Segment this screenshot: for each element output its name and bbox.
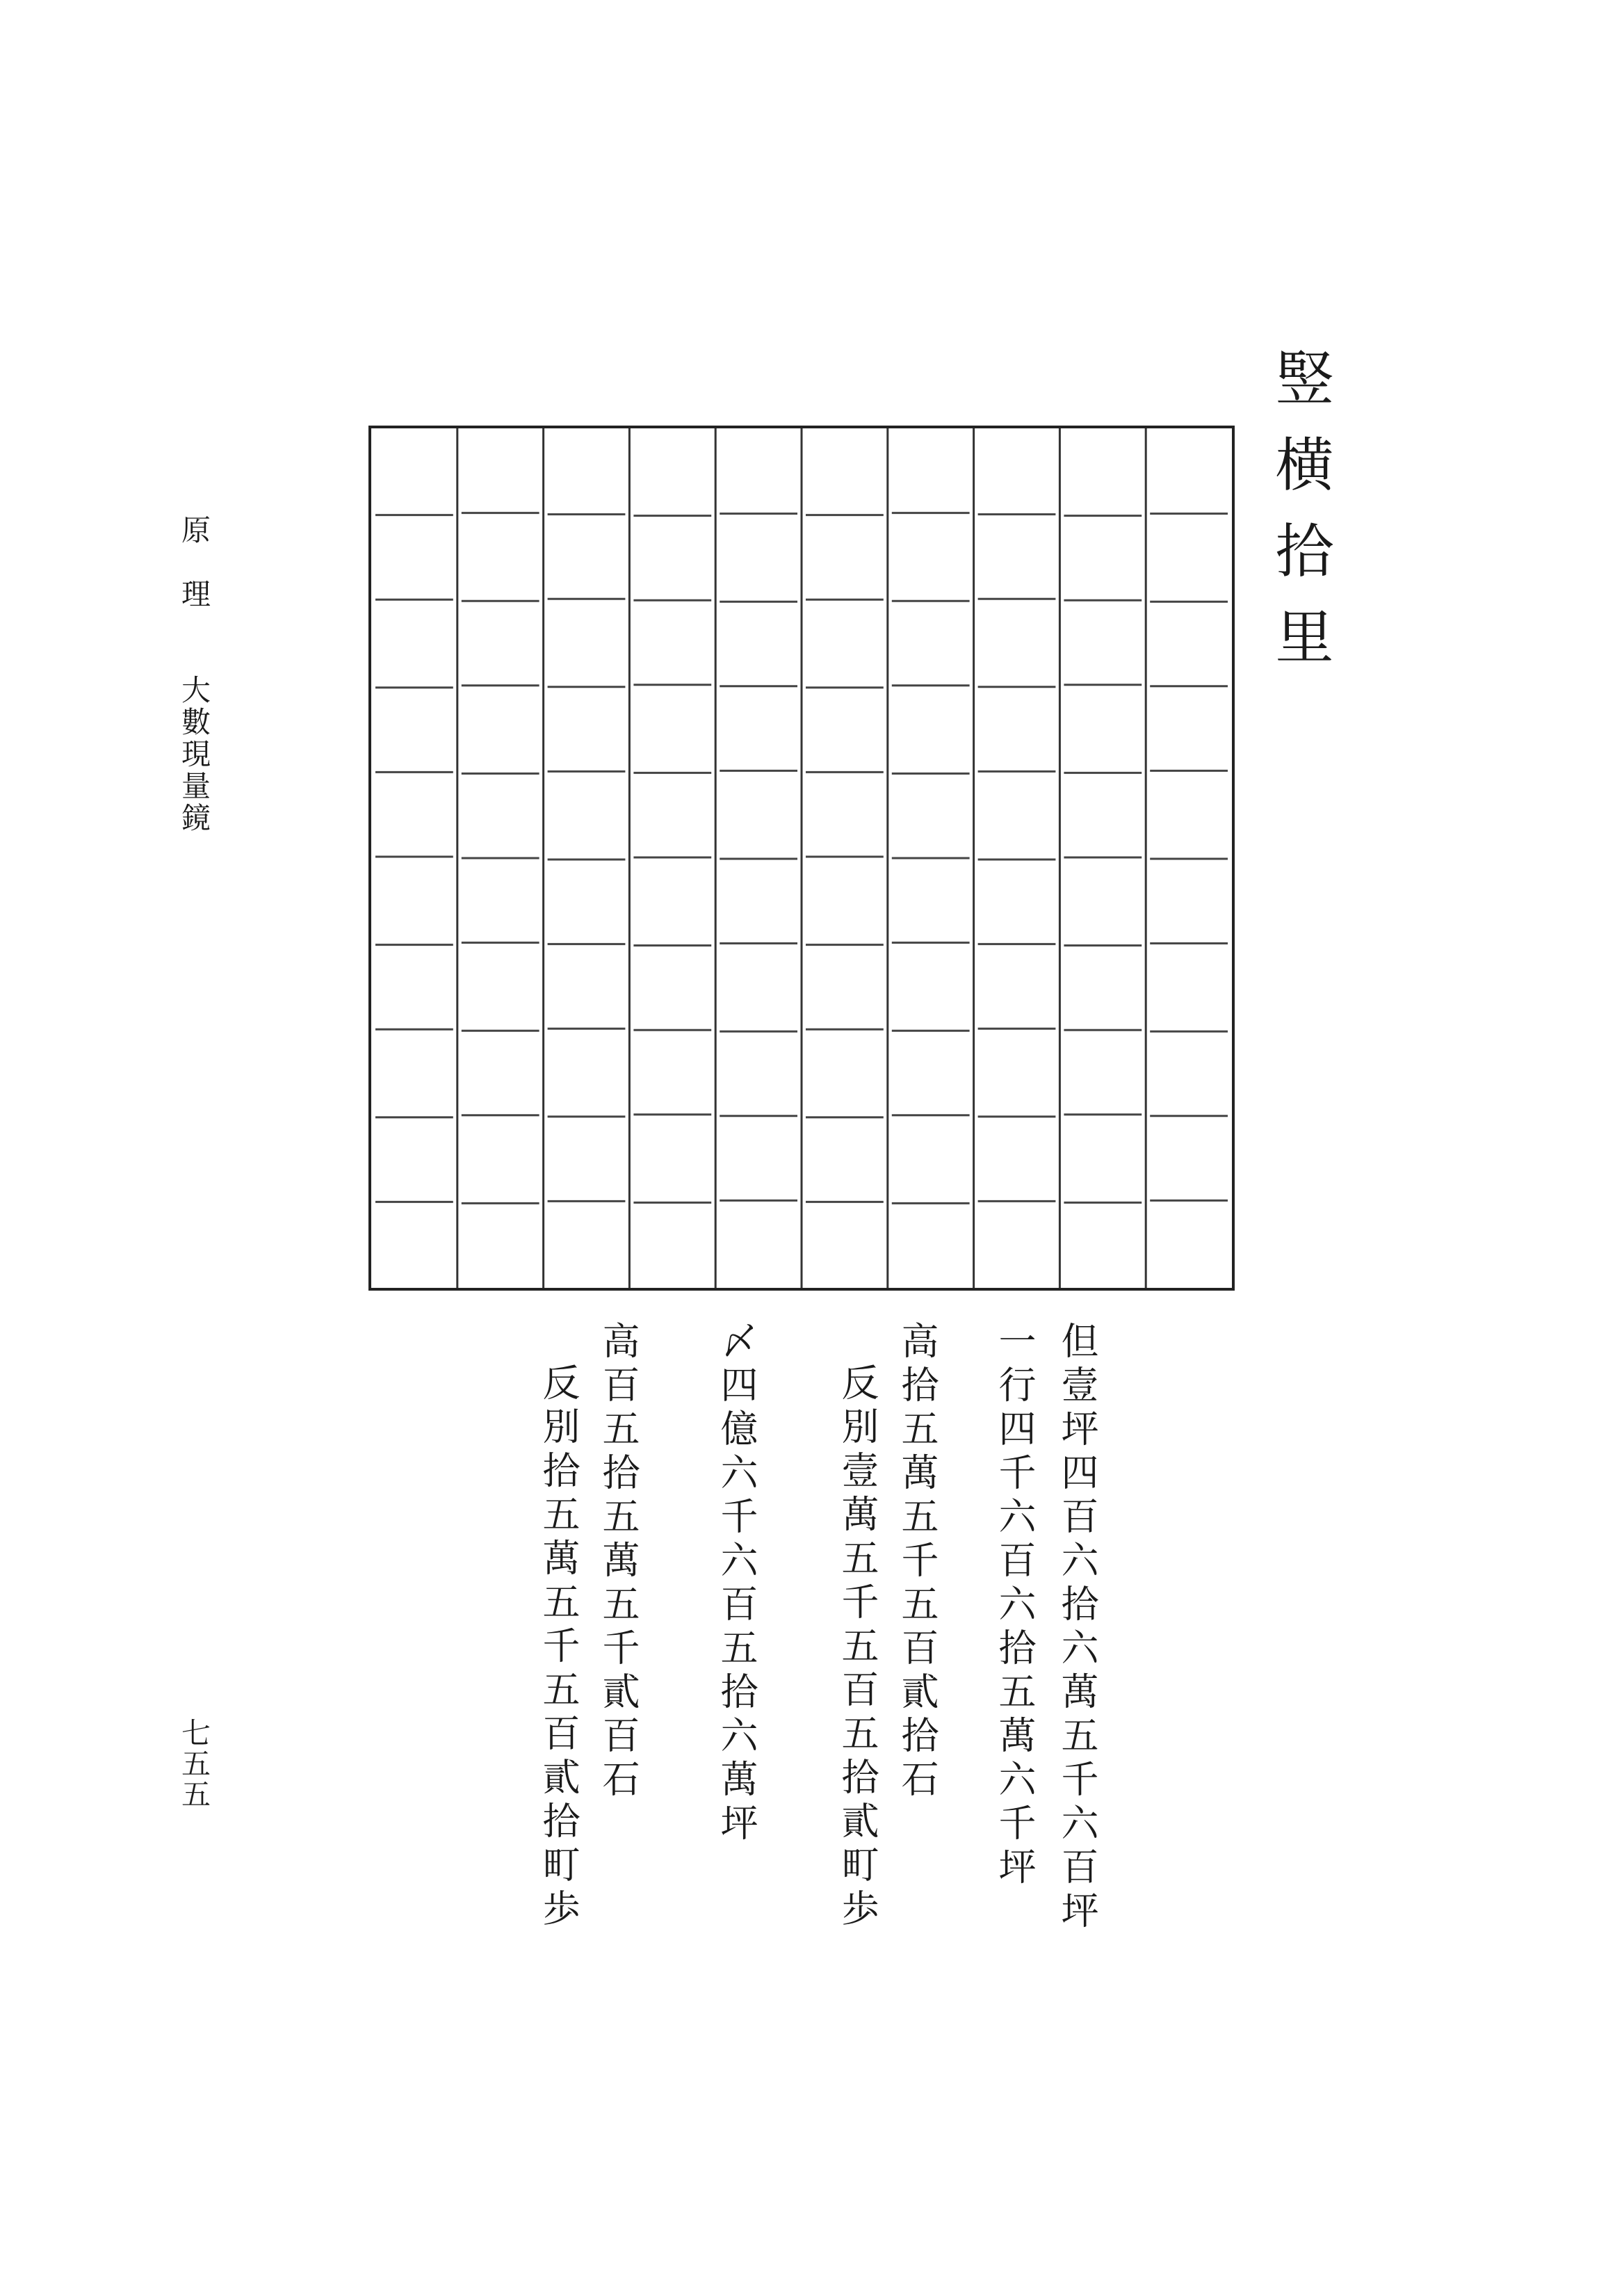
- note-per-row: 一行四千六百六拾五萬六千坪: [993, 1321, 1037, 1891]
- note-area-total: 反別拾五萬五千五百貳拾町歩: [537, 1363, 580, 1932]
- page-number: 七五五: [177, 1718, 211, 1809]
- note-per-tsubo: 但壹坪四百六拾六萬五千六百坪: [1055, 1321, 1099, 1935]
- grid-lines: [371, 428, 1232, 1288]
- running-head: 原 理 大數現量鏡: [177, 515, 211, 834]
- note-total: 〆四億六千六百五拾六萬坪: [715, 1321, 758, 1847]
- area-grid: [368, 426, 1235, 1291]
- note-area-row: 反別壹萬五千五百五拾貳町歩: [836, 1363, 879, 1932]
- page-title: 竪横拾里: [1266, 348, 1334, 693]
- note-yield-row: 高拾五萬五千五百貳拾石: [895, 1321, 939, 1803]
- note-yield-total: 高百五拾五萬五千貳百石: [596, 1321, 640, 1803]
